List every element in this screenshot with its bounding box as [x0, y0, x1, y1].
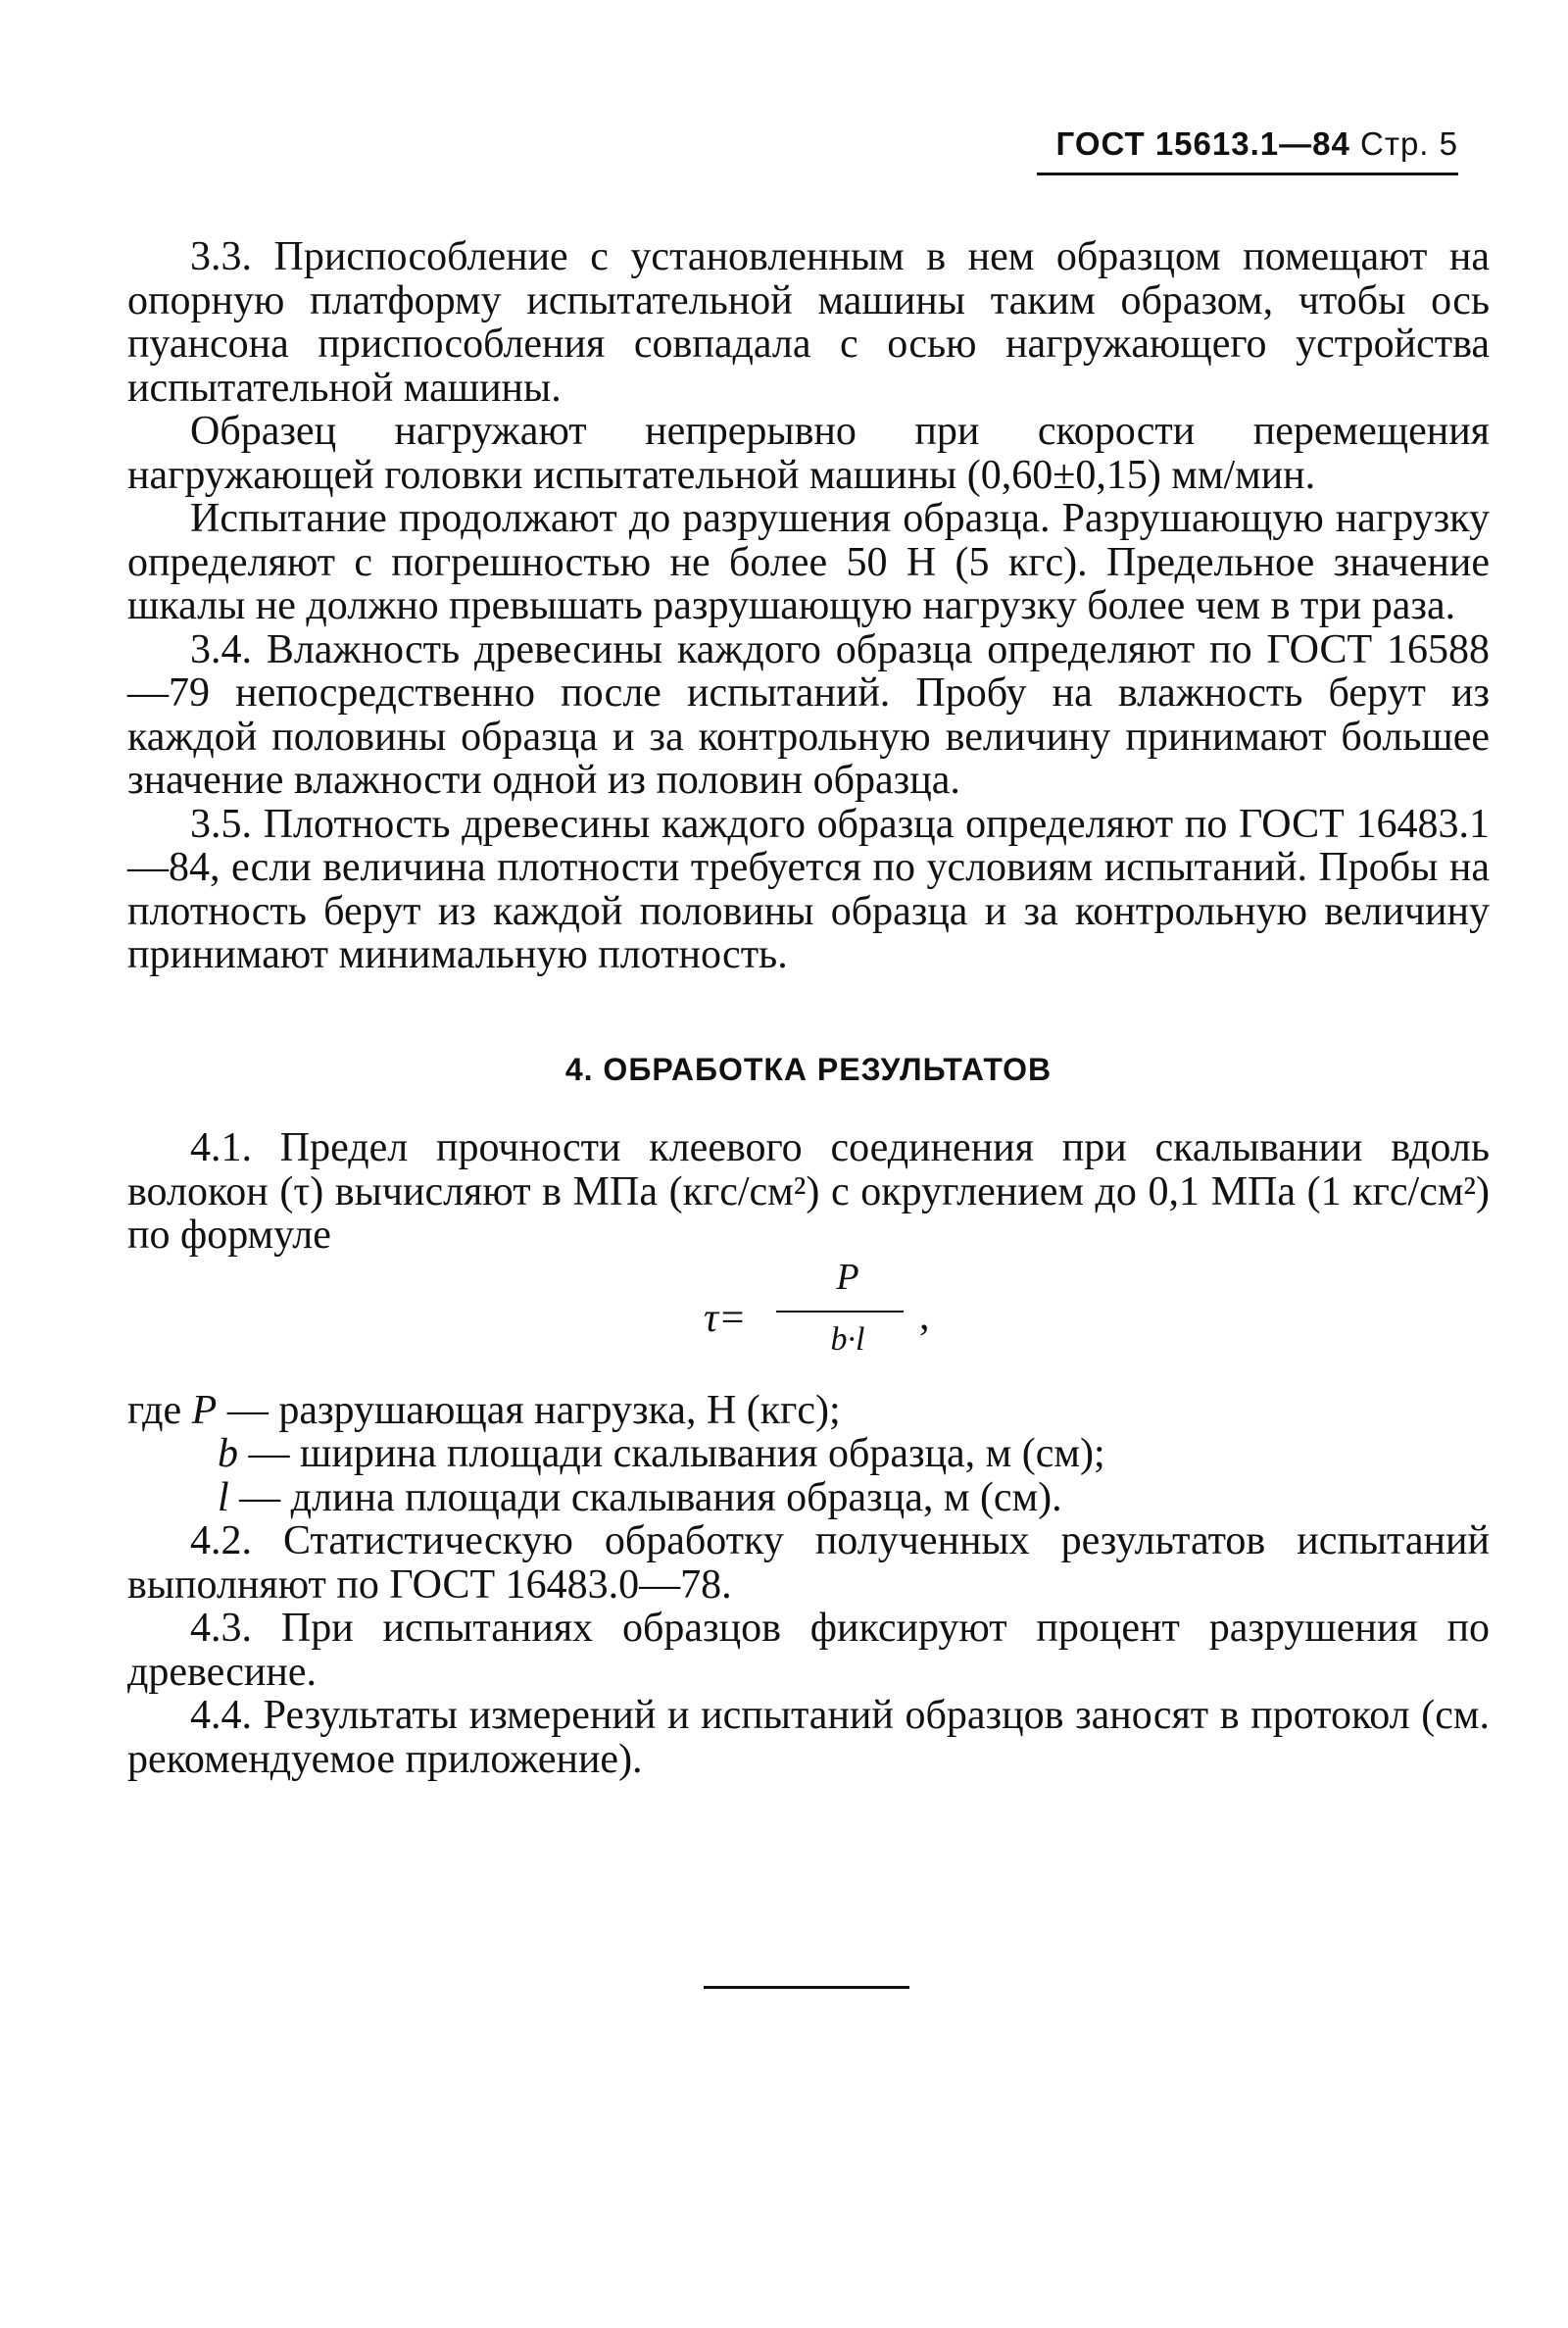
clause-3-3-test: Испытание продолжают до разрушения образца. Разрушающую нагрузку определяют с погрешностью не более 50 Н (5 кгс). Предельное значение шкалы не должно превышать разрушающую нагрузку более чем в три раза. [127, 496, 1490, 628]
formula-comma: , [919, 1293, 930, 1339]
clause-3-5: 3.5. Плотность древесины каждого образца определяют по ГОСТ 16483.1—84, если величина плотности требуется по условиям испытаний. Пробы на плотность берут из каждой половины образца и за контрольную величину принимают минимальную плотность. [127, 801, 1490, 977]
page-header [1037, 125, 1458, 175]
definition-l-text: — длина площади скалывания образца, м (см). [228, 1474, 1062, 1520]
section-title: 4. ОБРАБОТКА РЕЗУЛЬТАТОВ [564, 1051, 1053, 1087]
clause-4-4: 4.4. Результаты измерений и испытаний образцов заносят в протокол (см. рекомендуемое приложение). [127, 1693, 1490, 1782]
end-rule [704, 1986, 909, 1989]
definition-b [127, 1432, 1490, 1476]
clause-4-3: 4.3. При испытаниях образцов фиксируют процент разрушения по древесине. [127, 1606, 1490, 1695]
clause-3-3: 3.3. Приспособление с установленным в нем образцом помещают на опорную платформу испытательной машины таким образом, чтобы ось пуансона приспособления совпадала с осью нагружающего устройства испытательной машины. [127, 234, 1490, 411]
document-body [127, 235, 1490, 1781]
symbol-b: b [218, 1431, 238, 1476]
clause-3-3-loading: Образец нагружают непрерывно при скорости перемещения нагружающей головки испытательной машины (0,60±0,15) мм/мин. [127, 409, 1490, 498]
definition-l [127, 1476, 1490, 1520]
formula-denominator: b·l [830, 1320, 865, 1358]
clause-4-1: 4.1. Предел прочности клеевого соединения при скалывании вдоль волокон (τ) вычисляют в МПа (кгс/см²) с округлением до 0,1 МПа (1 кгс/см²) по формуле [127, 1125, 1490, 1258]
where-prefix: где [127, 1387, 192, 1433]
page-number: Стр. 5 [1360, 125, 1458, 162]
standard-number: ГОСТ 15613.1—84 [1055, 125, 1350, 162]
symbol-l: l [218, 1474, 229, 1520]
definition-p-text: — разрушающая нагрузка, Н (кгс); [217, 1387, 841, 1433]
fraction-bar [776, 1311, 904, 1313]
header-rule [1037, 173, 1458, 175]
formula [127, 1256, 1490, 1375]
formula-numerator: P [836, 1256, 859, 1298]
definition-p [127, 1389, 1490, 1433]
header-text [1037, 125, 1458, 163]
clause-4-2: 4.2. Статистическую обработку полученных результатов испытаний выполняют по ГОСТ 16483.0—78. [127, 1518, 1490, 1608]
formula-lhs: τ= [704, 1295, 747, 1341]
definition-b-text: — ширина площади скалывания образца, м (см); [238, 1431, 1105, 1476]
clause-3-4: 3.4. Влажность древесины каждого образца определяют по ГОСТ 16588—79 непосредственно после испытаний. Пробу на влажность берут из каждой половины образца и за контрольную величину принимают большее значение влажности одной из половин образца. [127, 626, 1490, 803]
symbol-p: P [191, 1387, 218, 1433]
